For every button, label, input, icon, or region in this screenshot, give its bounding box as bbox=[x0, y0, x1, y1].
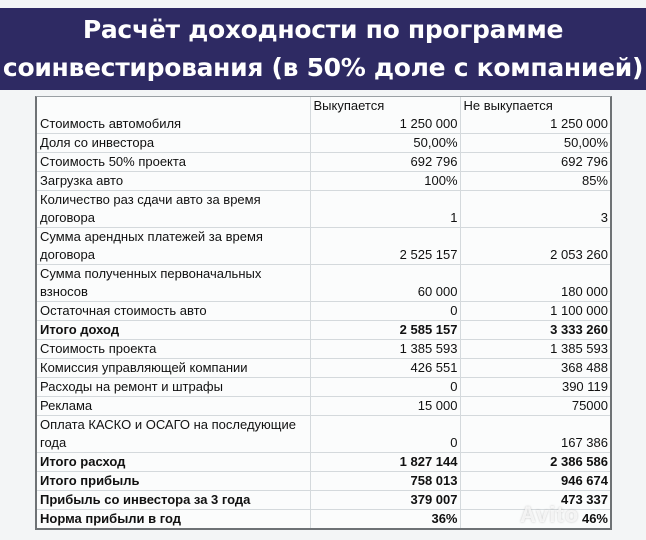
header-no-buyout: Не выкупается bbox=[463, 98, 553, 113]
table-row bbox=[37, 472, 610, 491]
cell-no-buyout: 1 250 000 bbox=[460, 115, 610, 134]
cell-no-buyout: 85% bbox=[460, 172, 610, 191]
cell-buyout: 0 bbox=[310, 416, 460, 453]
table-row bbox=[37, 115, 610, 134]
table-row bbox=[37, 453, 610, 472]
row-label: Стоимость проекта bbox=[37, 340, 310, 359]
row-label: Сумма полученных первоначальных взносов bbox=[37, 265, 310, 302]
cell-buyout: 0 bbox=[310, 302, 460, 321]
cell-buyout: 692 796 bbox=[310, 153, 460, 172]
cell-no-buyout: 1 385 593 bbox=[460, 340, 610, 359]
cell-no-buyout: 368 488 bbox=[460, 359, 610, 378]
row-label: Прибыль со инвестора за 3 года bbox=[37, 491, 310, 510]
cell-no-buyout: 473 337 bbox=[460, 491, 610, 510]
cell-no-buyout: 180 000 bbox=[460, 265, 610, 302]
cell-buyout: 0 bbox=[310, 378, 460, 397]
table-row bbox=[37, 416, 610, 453]
row-label: Итого расход bbox=[37, 453, 310, 472]
table-row bbox=[37, 340, 610, 359]
cell-no-buyout: 3 333 260 bbox=[460, 321, 610, 340]
row-label: Доля со инвестора bbox=[37, 134, 310, 153]
title-line-1: Расчёт доходности по программе bbox=[82, 15, 564, 44]
cell-no-buyout: 1 100 000 bbox=[460, 302, 610, 321]
cell-no-buyout: 167 386 bbox=[460, 416, 610, 453]
row-label: Итого доход bbox=[37, 321, 310, 340]
row-label: Оплата КАСКО и ОСАГО на последующие года bbox=[37, 416, 310, 453]
avito-watermark: Avito bbox=[520, 502, 580, 527]
table-row bbox=[37, 302, 610, 321]
table-row bbox=[37, 397, 610, 416]
table-row bbox=[37, 228, 610, 265]
row-label: Остаточная стоимость авто bbox=[37, 302, 310, 321]
cell-buyout: 36% bbox=[310, 510, 460, 529]
row-label: Сумма арендных платежей за время договора bbox=[37, 228, 310, 265]
row-label: Норма прибыли в год bbox=[37, 510, 310, 529]
title-line-2: соинвестирования (в 50% доле с компанией) bbox=[2, 53, 644, 82]
cell-buyout: 60 000 bbox=[310, 265, 460, 302]
profitability-table bbox=[35, 96, 612, 530]
table-row bbox=[37, 321, 610, 340]
cell-buyout: 2 525 157 bbox=[310, 228, 460, 265]
row-label: Реклама bbox=[37, 397, 310, 416]
cell-buyout: 100% bbox=[310, 172, 460, 191]
cell-buyout: 1 bbox=[310, 191, 460, 228]
title-banner bbox=[0, 8, 646, 90]
header-buyout: Выкупается bbox=[310, 97, 460, 115]
cell-buyout: 50,00% bbox=[310, 134, 460, 153]
row-label: Стоимость автомобиля bbox=[37, 115, 310, 134]
cell-no-buyout: 3 bbox=[460, 191, 610, 228]
row-label: Расходы на ремонт и штрафы bbox=[37, 378, 310, 397]
table-row bbox=[37, 172, 610, 191]
header-row bbox=[37, 97, 610, 115]
cell-buyout: 15 000 bbox=[310, 397, 460, 416]
cell-buyout: 1 250 000 bbox=[310, 115, 460, 134]
cell-buyout: 1 385 593 bbox=[310, 340, 460, 359]
row-label: Стоимость 50% проекта bbox=[37, 153, 310, 172]
header-label bbox=[37, 97, 310, 115]
cell-no-buyout: 390 119 bbox=[460, 378, 610, 397]
cell-no-buyout: 75000 bbox=[460, 397, 610, 416]
cell-no-buyout: 946 674 bbox=[460, 472, 610, 491]
cell-no-buyout: 46% bbox=[581, 511, 608, 526]
cell-buyout: 379 007 bbox=[310, 491, 460, 510]
cell-no-buyout: 50,00% bbox=[460, 134, 610, 153]
table-row bbox=[37, 153, 610, 172]
cell-buyout: 426 551 bbox=[310, 359, 460, 378]
cell-no-buyout: 692 796 bbox=[460, 153, 610, 172]
table-row bbox=[37, 265, 610, 302]
table-row bbox=[37, 191, 610, 228]
cell-no-buyout: 2 386 586 bbox=[460, 453, 610, 472]
cell-buyout: 758 013 bbox=[310, 472, 460, 491]
row-label: Количество раз сдачи авто за время договора bbox=[37, 191, 310, 228]
cell-buyout: 1 827 144 bbox=[310, 453, 460, 472]
table-row bbox=[37, 359, 610, 378]
cell-buyout: 2 585 157 bbox=[310, 321, 460, 340]
row-label: Комиссия управляющей компании bbox=[37, 359, 310, 378]
row-label: Итого прибыль bbox=[37, 472, 310, 491]
cell-no-buyout: 2 053 260 bbox=[460, 228, 610, 265]
table-row bbox=[37, 134, 610, 153]
row-label: Загрузка авто bbox=[37, 172, 310, 191]
table-row bbox=[37, 378, 610, 397]
